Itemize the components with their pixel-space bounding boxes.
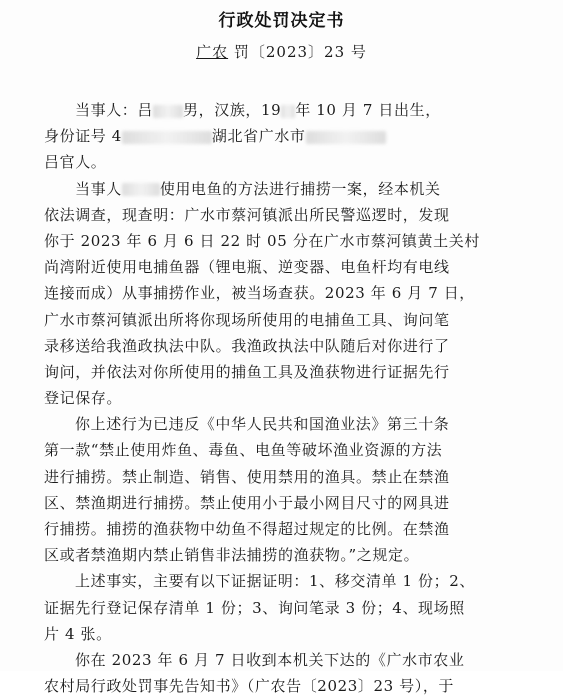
redaction-blur	[122, 131, 212, 144]
document-number-prefix: 广农	[196, 43, 229, 61]
body-line	[44, 333, 499, 359]
body-line-text: 身份证号 4	[44, 127, 122, 146]
body-line	[44, 97, 499, 123]
body-line	[44, 280, 499, 306]
body-line-text: 吕官人。	[44, 153, 107, 172]
body-line-text: 片 4 张。	[44, 624, 112, 643]
body-line	[44, 359, 499, 385]
body-line-text: 年 10 月 7 日出生，	[295, 101, 441, 119]
body-line	[44, 437, 499, 463]
document-body	[44, 97, 499, 699]
body-line-text: 湖北省广水市	[211, 127, 306, 146]
redaction-blur	[122, 183, 160, 196]
body-line-text: 进行捕捞。禁止制造、销售、使用禁用的渔具。禁止在禁渔	[44, 467, 450, 486]
body-line-text: 农村局行政处罚事先告知书》（广农告〔2023〕23 号），于	[44, 677, 455, 696]
body-line	[44, 595, 499, 621]
body-line-text: 依法调查，现查明：广水市蔡河镇派出所民警巡逻时，发现	[44, 205, 450, 224]
body-line	[44, 123, 499, 149]
body-line-text: 区或者禁渔期内禁止销售非法捕捞的渔获物。”之规定。	[44, 546, 420, 565]
body-line-text: 使用电鱼的方法进行捕捞一案，经本机关	[159, 179, 441, 198]
body-line	[44, 176, 499, 202]
redaction-blur	[153, 105, 183, 118]
body-line-text: 区、禁渔期进行捕捞。禁止使用小于最小网目尺寸的网具进	[44, 493, 450, 512]
redaction-blur	[306, 131, 386, 144]
document-title: 行政处罚决定书	[218, 11, 345, 31]
body-line	[44, 411, 499, 437]
body-line-text: 当事人：吕	[75, 101, 154, 119]
body-line	[44, 307, 499, 333]
body-line	[44, 385, 499, 411]
document-number-rest: 罚〔2023〕23 号	[233, 43, 367, 61]
body-line-text: 上述事实，主要有以下证据证明：1、移交清单 1 份；2、	[75, 572, 475, 591]
body-line-text: 广水市蔡河镇派出所将你现场所使用的电捕鱼工具、询问笔	[44, 310, 450, 329]
redaction-blur	[281, 105, 295, 118]
body-line	[44, 647, 499, 673]
body-line	[44, 202, 499, 228]
body-line-text: 登记保存。	[44, 389, 123, 408]
body-line-text: 行捕捞。捕捞的渔获物中幼鱼不得超过规定的比例。在禁渔	[44, 520, 450, 538]
body-line-text: 录移送给我渔政执法中队。我渔政执法中队随后对你进行了	[44, 336, 450, 355]
body-line-text: 你于 2023 年 6 月 6 日 22 时 05 分在广水市蔡河镇黄土关村	[44, 231, 480, 250]
body-line	[44, 621, 499, 647]
body-line-text: 第一款“禁止使用炸鱼、毒鱼、电鱼等破坏渔业资源的方法	[44, 441, 443, 460]
body-line-text: 你在 2023 年 6 月 7 日收到本机关下达的《广水市农业	[75, 650, 465, 669]
body-line	[44, 516, 499, 542]
body-line	[44, 464, 499, 490]
body-line	[44, 254, 499, 280]
body-line-text: 男，汉族，19	[183, 101, 282, 119]
body-line	[44, 542, 499, 568]
body-line-text: 你上述行为已违反《中华人民共和国渔业法》第三十条	[75, 415, 450, 434]
body-line-text: 询问，并依法对你所使用的捕鱼工具及渔获物进行证据先行	[44, 362, 450, 381]
body-line	[44, 568, 499, 594]
body-line	[44, 490, 499, 516]
body-line-text: 连接而成）从事捕捞作业，被当场查获。2023 年 6 月 7 日，	[44, 284, 475, 303]
document-number	[0, 41, 563, 62]
body-line	[44, 228, 499, 254]
body-line-text: 当事人	[75, 179, 122, 198]
body-line	[44, 149, 499, 175]
body-line-text: 尚湾附近使用电捕鱼器（锂电瓶、逆变器、电鱼杆均有电线	[44, 258, 450, 277]
body-line-text: 证据先行登记保存清单 1 份；3、询问笔录 3 份；4、现场照	[44, 598, 465, 617]
body-line	[44, 673, 499, 699]
